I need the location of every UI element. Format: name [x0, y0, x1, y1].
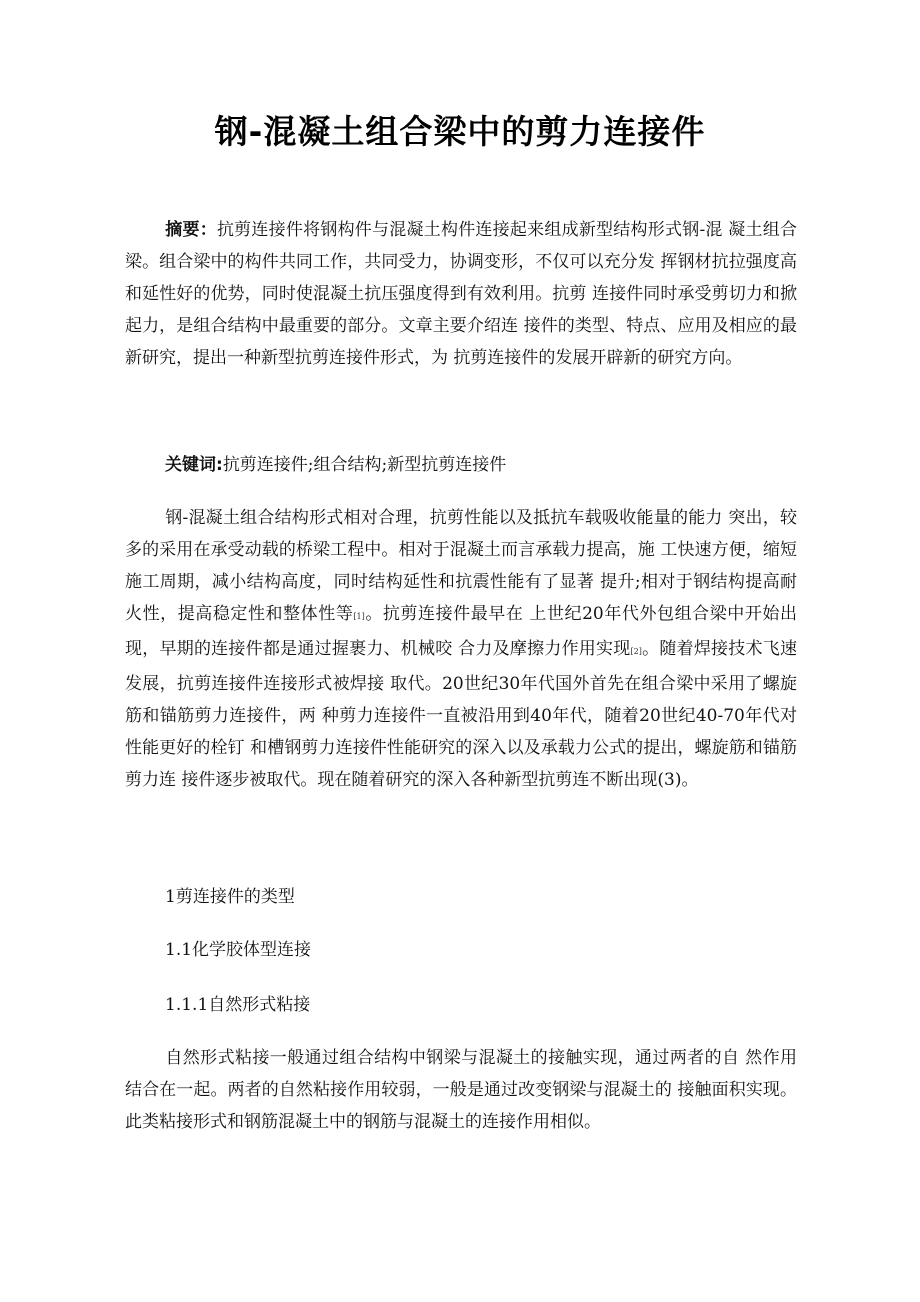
document-title: 钢-混凝土组合梁中的剪力连接件 — [214, 112, 706, 151]
abstract-paragraph — [125, 214, 797, 374]
section-1-1-1-text: 自然形式粘接一般通过组合结构中钢梁与混凝土的接触实现，通过两者的自 然作用结合在一起。两者的自然粘接作用较弱，一般是通过改变钢梁与混凝土的 接触面积实现。此类粘接形式和钢筋混凝土中的钢筋与混凝土的连接作用相似。 — [125, 1048, 797, 1132]
citation-ref-1: [1] — [353, 612, 365, 621]
abstract-label: 摘要： — [165, 220, 217, 240]
keywords-text: 抗剪连接件;组合结构;新型抗剪连接件 — [222, 455, 507, 475]
keywords-paragraph — [125, 449, 797, 481]
section-1-1-heading: 1.1化学胶体型连接 — [165, 940, 312, 960]
section-1-1-1-heading: 1.1.1自然形式粘接 — [165, 995, 311, 1015]
citation-ref-2: [2] — [630, 647, 642, 656]
intro-text-part2: 。抗剪连接件最早在 上世纪20年代外包组合梁中开始出现，早期的连接件都是通过握裹力、机械咬 合力及摩擦力作用实现 — [125, 604, 798, 659]
keywords-label: 关键词: — [165, 455, 223, 475]
intro-paragraph — [125, 502, 797, 796]
section-1-heading: 1剪连接件的类型 — [165, 887, 295, 907]
abstract-text: 抗剪连接件将钢构件与混凝土构件连接起来组成新型结构形式钢-混 凝土组合梁。组合梁中的构件共同工作，共同受力，协调变形，不仅可以充分发 挥钢材抗拉强度高和延性好的优势，同时使混凝土抗压强度得到有效利用。抗剪 连接件同时承受剪切力和掀起力，是组合结构中最重要的部分。文章主要介绍连 接件的类型、特点、应用及相应的最新研究，提出一种新型抗剪连接件形式，为 抗剪连接件的发展开辟新的研究方向。 — [125, 220, 797, 368]
intro-text-part3: 。随着焊接技术飞速发展，抗剪连接件连接形式被焊接 取代。20世纪30年代国外首先在组合梁中采用了螺旋筋和锚筋剪力连接件，两 种剪力连接件一直被沿用到40年代，随着20世纪40-70年代对性能更好的栓钉 和槽钢剪力连接件性能研究的深入以及承载力公式的提出，螺旋筋和锚筋剪力连 接件逐步被取代。现在随着研究的深入各种新型抗剪连不断出现(3)。 — [125, 639, 798, 790]
section-1-1-1-paragraph — [125, 1042, 797, 1138]
intro-text-part1: 钢-混凝土组合结构形式相对合理，抗剪性能以及抵抗车载吸收能量的能力 突出，较多的采用在承受动载的桥梁工程中。相对于混凝土而言承载力提高，施 工快速方便，缩短施工周期，减小结构高度，同时结构延性和抗震性能有了显著 提升;相对于钢结构提高耐火性，提高稳定性和整体性等 — [125, 508, 797, 624]
